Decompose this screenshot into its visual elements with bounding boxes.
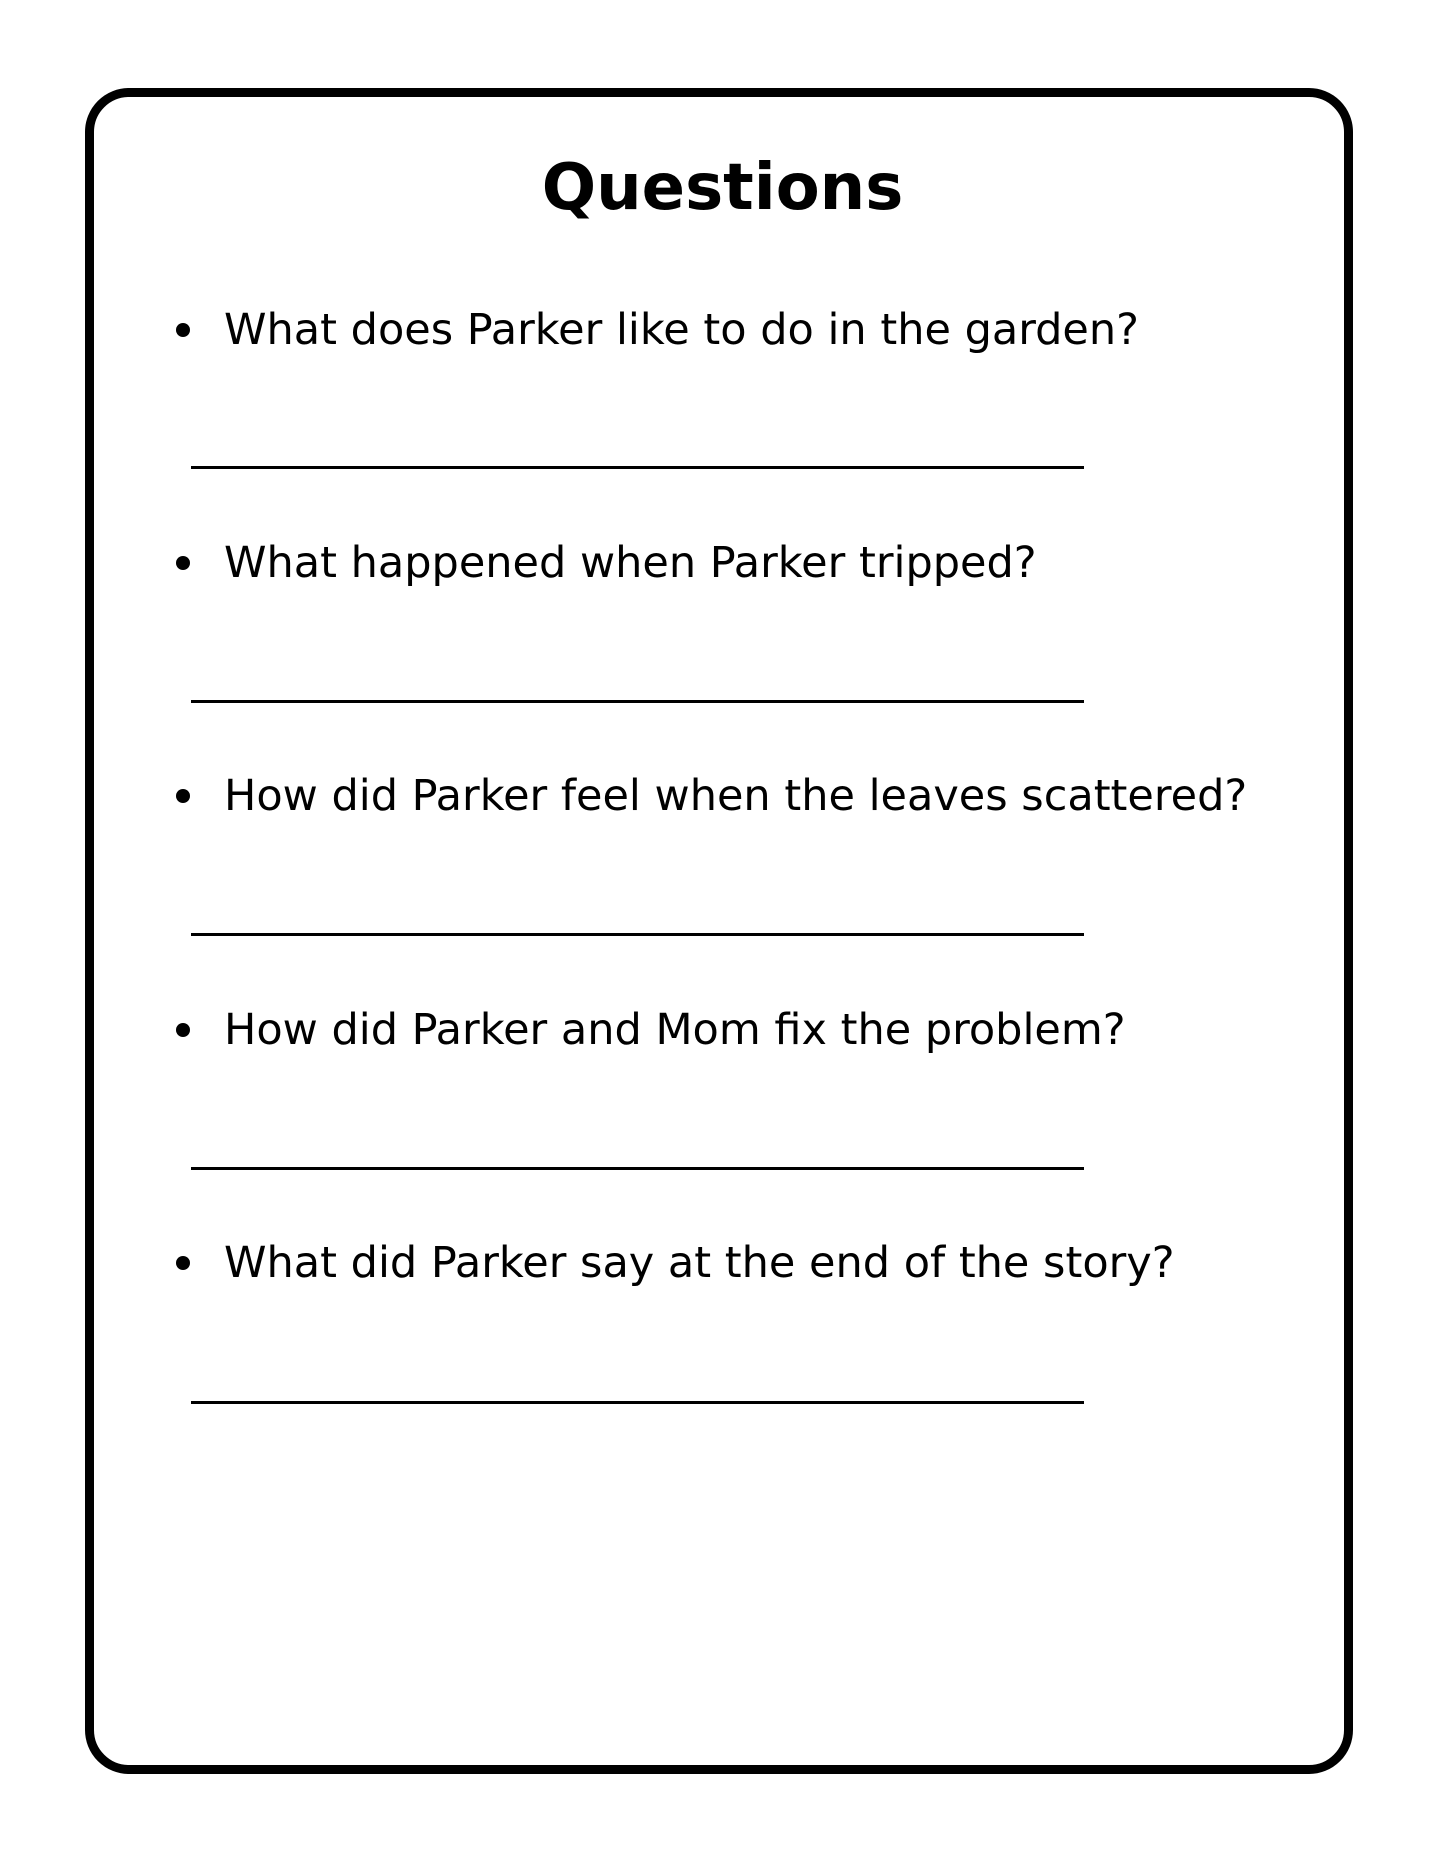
question-item-3 (176, 761, 1247, 831)
bullet-icon (176, 1256, 190, 1270)
bullet-icon (176, 1023, 190, 1037)
bullet-icon (176, 789, 190, 803)
question-item-2 (176, 528, 1037, 598)
question-text: What happened when Parker tripped? (224, 538, 1037, 588)
question-item-4 (176, 995, 1126, 1065)
bullet-icon (176, 323, 190, 337)
page-title: Questions (541, 151, 904, 225)
bullet-icon (176, 556, 190, 570)
question-item-1 (176, 295, 1139, 365)
answer-line[interactable] (191, 700, 1084, 703)
question-text: What did Parker say at the end of the story? (224, 1238, 1175, 1288)
question-text: How did Parker feel when the leaves scattered? (224, 771, 1248, 821)
question-item-5 (176, 1228, 1175, 1298)
answer-line[interactable] (191, 1167, 1084, 1170)
question-text: How did Parker and Mom fix the problem? (224, 1005, 1126, 1055)
answer-line[interactable] (191, 933, 1084, 936)
question-text: What does Parker like to do in the garden? (224, 305, 1139, 355)
answer-line[interactable] (191, 1401, 1084, 1404)
answer-line[interactable] (191, 466, 1084, 469)
